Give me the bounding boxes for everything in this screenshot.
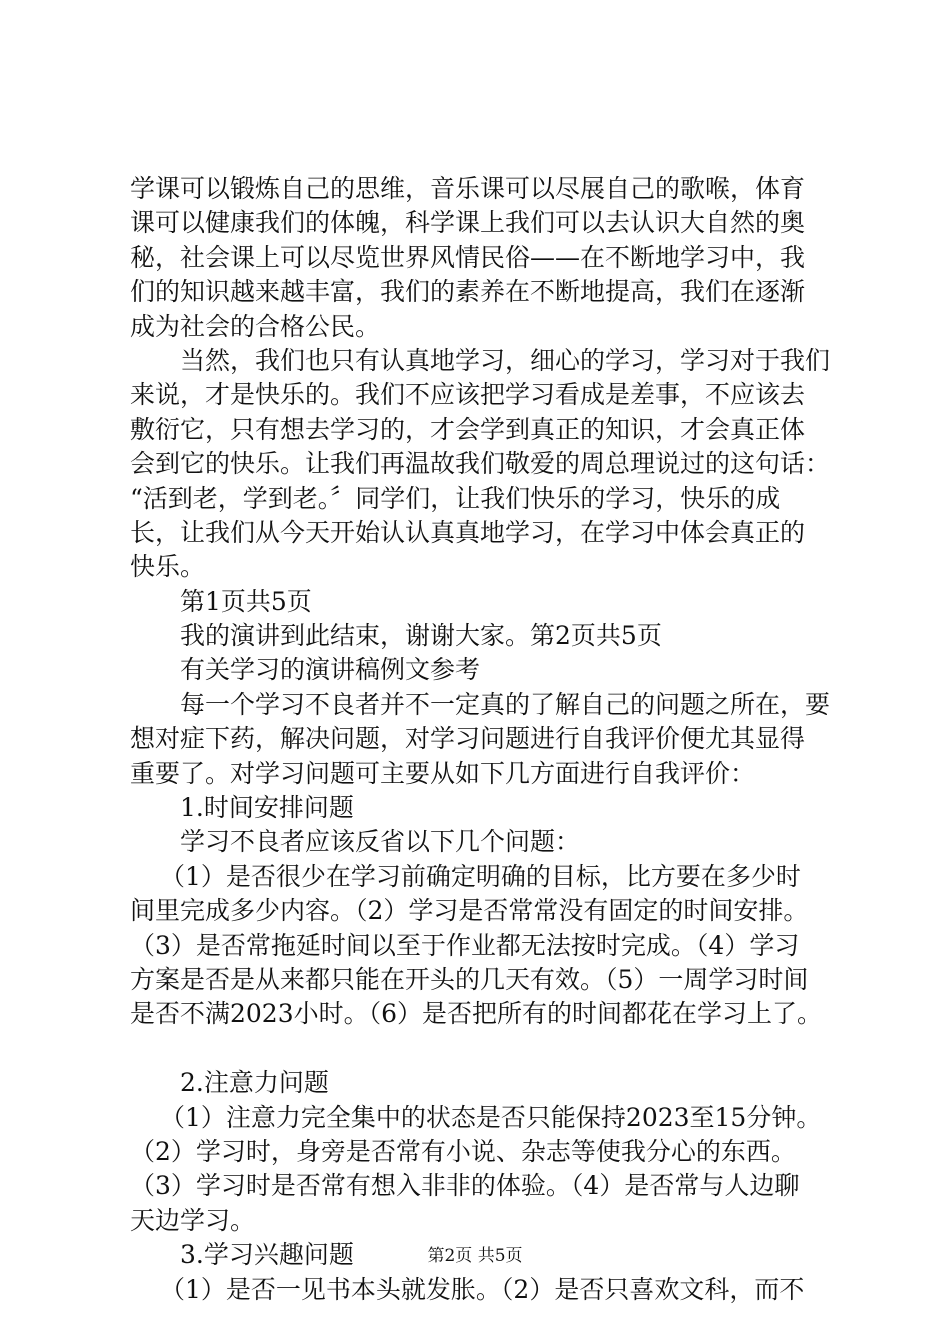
heading: 2.注意力问题 <box>180 1068 329 1098</box>
text-line: 方案是否是从来都只能在开头的几天有效。（5）一周学习时间 <box>130 964 809 994</box>
text-line: 想对症下药，解决问题，对学习问题进行自我评价便尤其显得 <box>130 724 806 754</box>
text-line: 重要了。对学习问题可主要从如下几方面进行自我评价： <box>130 758 756 788</box>
text-line: 会到它的快乐。让我们再温故我们敬爱的周总理说过的这句话： <box>130 449 831 479</box>
text-line: 课可以健康我们的体魄，科学课上我们可以去认识大自然的奥 <box>130 208 806 238</box>
heading: 3.学习兴趣问题 <box>180 1240 354 1270</box>
text-line: 们的知识越来越丰富，我们的素养在不断地提高，我们在逐渐 <box>130 277 806 307</box>
blank-line <box>130 1032 850 1066</box>
text-line: 秘，社会课上可以尽览世界风情民俗——在不断地学习中，我 <box>130 242 806 272</box>
text-line: 每一个学习不良者并不一定真的了解自己的问题之所在，要 <box>180 689 831 719</box>
text-line: （3）是否常拖延时间以至于作业都无法按时完成。（4）学习 <box>130 930 800 960</box>
document-body <box>130 172 850 1307</box>
section-title: 有关学习的演讲稿例文参考 <box>180 655 481 685</box>
text-line: 间里完成多少内容。（2）学习是否常常没有固定的时间安排。 <box>130 896 809 926</box>
text-line: 敷衍它，只有想去学习的，才会学到真正的知识，才会真正体 <box>130 414 806 444</box>
text-line: （1）是否一见书本头就发胀。（2）是否只喜欢文科，而不 <box>160 1274 805 1304</box>
text-line: “活到老，学到老。〞同学们，让我们快乐的学习，快乐的成 <box>130 483 781 513</box>
text-line: （1）是否很少在学习前确定明确的目标，比方要在多少时 <box>160 861 801 891</box>
text-line: 来说，才是快乐的。我们不应该把学习看成是差事，不应该去 <box>130 380 806 410</box>
page-marker: 第1页共5页 <box>180 586 312 616</box>
text-line: 成为社会的合格公民。 <box>130 311 381 341</box>
text-line: 是否不满2023小时。（6）是否把所有的时间都花在学习上了。 <box>130 999 823 1029</box>
heading: 1.时间安排问题 <box>180 793 354 823</box>
text-line: 天边学习。 <box>130 1205 256 1235</box>
text-line: 长，让我们从今天开始认认真真地学习，在学习中体会真正的 <box>130 517 806 547</box>
text-line: （3）学习时是否常有想入非非的体验。（4）是否常与人边聊 <box>130 1171 800 1201</box>
text-line: 我的演讲到此结束，谢谢大家。第2页共5页 <box>180 621 662 651</box>
text-line: （2）学习时，身旁是否常有小说、杂志等使我分心的东西。 <box>130 1136 796 1166</box>
text-line: 学习不良者应该反省以下几个问题： <box>180 827 581 857</box>
text-line: 学课可以锻炼自己的思维，音乐课可以尽展自己的歌喉，体育 <box>130 174 806 203</box>
text-line: （1）注意力完全集中的状态是否只能保持2023至15分钟。 <box>160 1102 822 1132</box>
text-line: 快乐。 <box>130 552 206 582</box>
text-line: 当然，我们也只有认真地学习，细心的学习，学习对于我们 <box>180 345 831 375</box>
page-footer: 第2页 共5页 <box>427 1246 523 1266</box>
